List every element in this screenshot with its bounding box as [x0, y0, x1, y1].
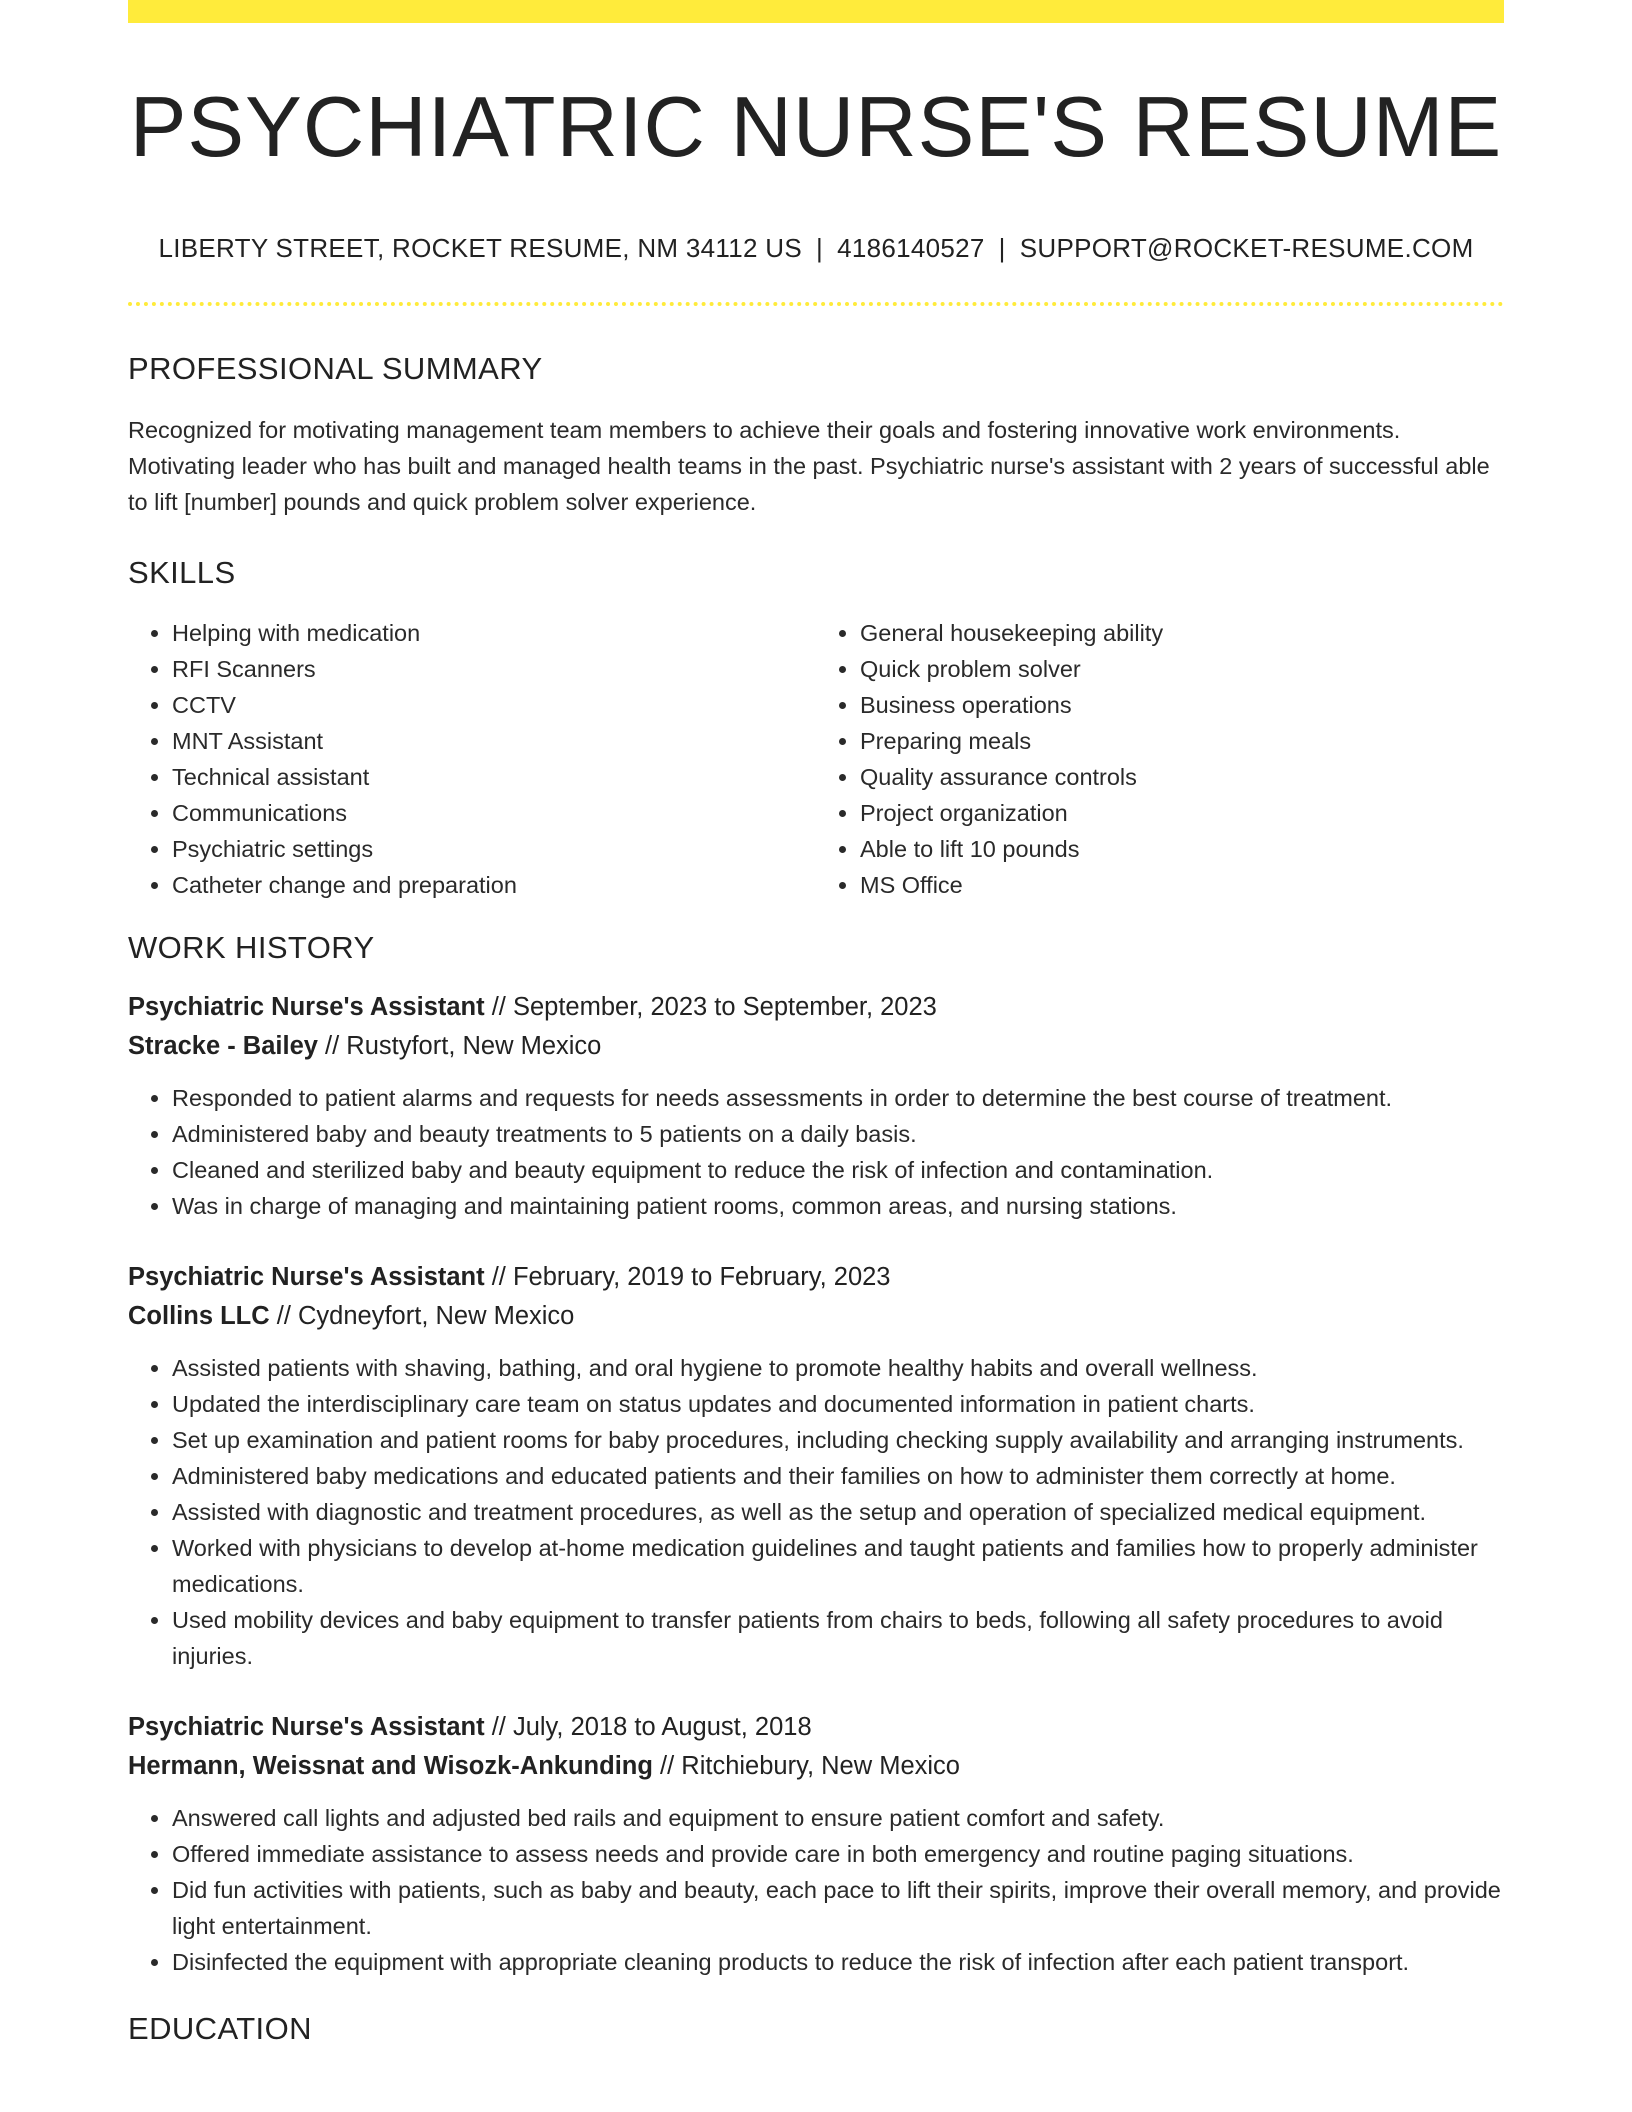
skill-item: • General housekeeping ability — [860, 615, 1500, 651]
job-role: Psychiatric Nurse's Assistant — [128, 1263, 485, 1292]
job-entry — [128, 1258, 1504, 1674]
summary-heading: PROFESSIONAL SUMMARY — [128, 350, 543, 386]
email-link[interactable]: SUPPORT@ROCKET-RESUME.COM — [1019, 232, 1474, 263]
duty-item: • Administered baby medications and educated patients and their families on how to administer them correctly at home. — [172, 1458, 1504, 1494]
job-location: // Ritchiebury, New Mexico — [652, 1752, 960, 1781]
accent-bar — [128, 0, 1504, 23]
skills-column-left — [128, 615, 806, 903]
work-history-heading: WORK HISTORY — [128, 930, 375, 966]
separator: | — [816, 232, 824, 263]
dotted-divider — [128, 302, 1504, 306]
duty-item: • Responded to patient alarms and requests for needs assessments in order to determine the best course of treatment. — [172, 1080, 1504, 1116]
skill-item: • Technical assistant — [172, 759, 806, 795]
job-role: Psychiatric Nurse's Assistant — [128, 1713, 485, 1742]
resume-page — [128, 0, 1504, 2047]
job-role: Psychiatric Nurse's Assistant — [128, 993, 485, 1022]
education-heading: EDUCATION — [128, 2011, 312, 2047]
duty-item: • Was in charge of managing and maintaining patient rooms, common areas, and nursing stations. — [172, 1188, 1504, 1224]
job-company-line — [128, 1297, 1504, 1336]
skill-item: • Helping with medication — [172, 615, 806, 651]
job-role-line — [128, 1708, 1504, 1747]
job-company: Collins LLC — [128, 1302, 270, 1331]
skill-item: • Psychiatric settings — [172, 831, 806, 867]
duty-item: • Assisted patients with shaving, bathing, and oral hygiene to promote healthy habits and overall wellness. — [172, 1350, 1504, 1386]
contact-line — [128, 233, 1504, 264]
job-company: Hermann, Weissnat and Wisozk-Ankunding — [128, 1752, 653, 1781]
skill-item: • Quality assurance controls — [860, 759, 1500, 795]
skill-item: • Business operations — [860, 687, 1500, 723]
job-dates: // February, 2019 to February, 2023 — [484, 1263, 891, 1292]
resume-title: PSYCHIATRIC NURSE'S RESUME — [129, 80, 1503, 175]
skill-item: • Preparing meals — [860, 723, 1500, 759]
job-role-line — [128, 988, 1504, 1027]
skill-item: • Quick problem solver — [860, 651, 1500, 687]
skill-item: • Communications — [172, 795, 806, 831]
job-role-line — [128, 1258, 1504, 1297]
job-duties — [128, 1080, 1504, 1224]
job-duties — [128, 1350, 1504, 1674]
phone-number[interactable]: 4186140527 — [837, 232, 985, 263]
skill-item: • Project organization — [860, 795, 1500, 831]
duty-item: • Set up examination and patient rooms for baby procedures, including checking supply availability and arranging instruments. — [172, 1422, 1504, 1458]
job-dates: // September, 2023 to September, 2023 — [484, 993, 937, 1022]
skill-item: • CCTV — [172, 687, 806, 723]
job-entry — [128, 1708, 1504, 1980]
address: LIBERTY STREET, ROCKET RESUME, NM 34112 US — [158, 232, 802, 263]
separator: | — [998, 232, 1006, 263]
summary-text: Recognized for motivating management team members to achieve their goals and fostering innovative work environments. Motivating leader who has built and managed health teams in the past. Psychiatric nurse's assistant with 2 years of successful able to lift [number] pounds and quick problem solver experience. — [128, 416, 1490, 515]
skill-item: • MS Office — [860, 867, 1500, 903]
duty-item: • Did fun activities with patients, such as baby and beauty, each pace to lift their spirits, improve their overall memory, and provide light entertainment. — [172, 1872, 1504, 1944]
skill-item: • Able to lift 10 pounds — [860, 831, 1500, 867]
job-dates: // July, 2018 to August, 2018 — [484, 1713, 812, 1742]
job-company: Stracke - Bailey — [128, 1032, 318, 1061]
job-company-line — [128, 1027, 1504, 1066]
job-location: // Cydneyfort, New Mexico — [269, 1302, 575, 1331]
skill-item: • Catheter change and preparation — [172, 867, 806, 903]
duty-item: • Administered baby and beauty treatments to 5 patients on a daily basis. — [172, 1116, 1504, 1152]
job-location: // Rustyfort, New Mexico — [317, 1032, 602, 1061]
job-duties — [128, 1800, 1504, 1980]
duty-item: • Cleaned and sterilized baby and beauty equipment to reduce the risk of infection and contamination. — [172, 1152, 1504, 1188]
skill-item: • RFI Scanners — [172, 651, 806, 687]
skills-column-right — [816, 615, 1500, 903]
job-entry — [128, 988, 1504, 1224]
duty-item: • Answered call lights and adjusted bed rails and equipment to ensure patient comfort and safety. — [172, 1800, 1504, 1836]
skill-item: • MNT Assistant — [172, 723, 806, 759]
duty-item: • Offered immediate assistance to assess needs and provide care in both emergency and routine paging situations. — [172, 1836, 1504, 1872]
skills-list — [128, 615, 1504, 903]
duty-item: • Used mobility devices and baby equipment to transfer patients from chairs to beds, following all safety procedures to avoid injuries. — [172, 1602, 1504, 1674]
duty-item: • Disinfected the equipment with appropriate cleaning products to reduce the risk of infection after each patient transport. — [172, 1944, 1504, 1980]
duty-item: • Updated the interdisciplinary care team on status updates and documented information in patient charts. — [172, 1386, 1504, 1422]
skills-heading: SKILLS — [128, 554, 236, 590]
duty-item: • Assisted with diagnostic and treatment procedures, as well as the setup and operation of specialized medical equipment. — [172, 1494, 1504, 1530]
duty-item: • Worked with physicians to develop at-home medication guidelines and taught patients and families how to properly administer medications. — [172, 1530, 1504, 1602]
job-company-line — [128, 1747, 1504, 1786]
